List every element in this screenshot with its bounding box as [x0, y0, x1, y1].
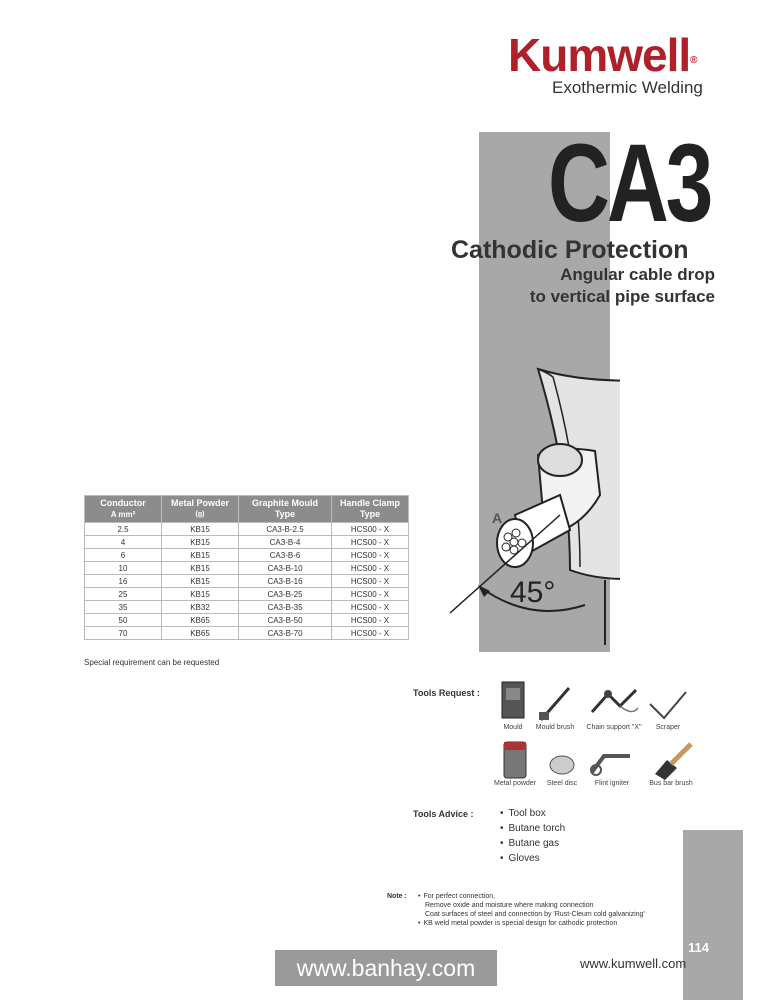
page-number: 114 [688, 940, 709, 955]
note-line: Coat surfaces of steel and connection by 'Rust-Cleum cold galvanizing' [425, 911, 645, 918]
tools-request-label: Tools Request : [413, 688, 480, 698]
brand-logo [508, 30, 697, 80]
metal-powder-icon [498, 738, 532, 780]
table-row: 50 KB65 CA3-B-50 HCS00 - X [85, 614, 409, 627]
note-line: • For perfect connection, [418, 892, 645, 901]
scraper-icon [646, 682, 690, 724]
special-requirement-note: Special requirement can be requested [84, 658, 220, 667]
tool-steel-disc: Steel disc [542, 750, 582, 787]
brush-icon [535, 682, 575, 724]
header-mould-type: Graphite Mould Type [239, 496, 332, 523]
product-title: Cathodic Protection [451, 236, 689, 264]
list-item: • Tool box [500, 808, 565, 823]
page-number-box [683, 830, 743, 1000]
brand-name: Kumwell [508, 29, 691, 81]
table-row: 10 KB15 CA3-B-10 HCS00 - X [85, 562, 409, 575]
watermark: www.banhay.com [275, 950, 497, 986]
list-item: • Butane torch [500, 823, 565, 838]
table-row: 2.5 KB15 CA3-B-2.5 HCS00 - X [85, 523, 409, 536]
table-row: 16 KB15 CA3-B-16 HCS00 - X [85, 575, 409, 588]
spec-table [84, 495, 409, 640]
subtitle-line-2: to vertical pipe surface [529, 287, 715, 306]
product-code: CA3 [548, 122, 711, 245]
flint-igniter-icon [586, 742, 638, 780]
tool-chain-support: Chain support "X" [583, 682, 645, 731]
tool-mould-brush: Mould brush [532, 682, 578, 731]
list-item: • Butane gas [500, 838, 565, 853]
tool-metal-powder: Metal powder [490, 738, 540, 787]
dimension-a-label: A [492, 510, 503, 526]
tools-advice-label: Tools Advice : [413, 809, 474, 819]
header-metal-powder: Metal Powder (g) [162, 496, 239, 523]
note-line: Remove oxide and moisture where making connection [425, 902, 594, 909]
header-clamp-type: Handle Clamp Type [332, 496, 409, 523]
chain-support-icon [586, 682, 642, 724]
product-subtitle [455, 264, 715, 308]
table-row: 6 KB15 CA3-B-6 HCS00 - X [85, 549, 409, 562]
table-header-row [85, 496, 409, 523]
table-row: 35 KB32 CA3-B-35 HCS00 - X [85, 601, 409, 614]
tool-bus-bar-brush: Bus bar brush [643, 740, 699, 787]
table-row: 25 KB15 CA3-B-25 HCS00 - X [85, 588, 409, 601]
bus-bar-brush-icon [647, 740, 695, 780]
note-line: • KB weld metal powder is special design for cathodic protection [418, 919, 645, 928]
list-item: • Gloves [500, 853, 565, 868]
note-list [418, 892, 645, 928]
tools-advice-list [500, 808, 565, 868]
registered-mark: ® [690, 55, 697, 66]
steel-disc-icon [547, 750, 577, 780]
mould-icon [496, 678, 530, 724]
tool-scraper: Scraper [645, 682, 691, 731]
tool-mould: Mould [493, 678, 533, 731]
connection-illustration [420, 355, 620, 645]
website-url[interactable]: www.kumwell.com [580, 956, 687, 971]
note-label: Note : [387, 893, 407, 900]
subtitle-line-1: Angular cable drop [560, 265, 715, 284]
tool-flint-igniter: Flint igniter [585, 742, 639, 787]
header-conductor: Conductor A mm² [85, 496, 162, 523]
table-row: 70 KB65 CA3-B-70 HCS00 - X [85, 627, 409, 640]
angle-label: 45° [510, 576, 556, 609]
table-row: 4 KB15 CA3-B-4 HCS00 - X [85, 536, 409, 549]
brand-tagline: Exothermic Welding [552, 78, 703, 97]
